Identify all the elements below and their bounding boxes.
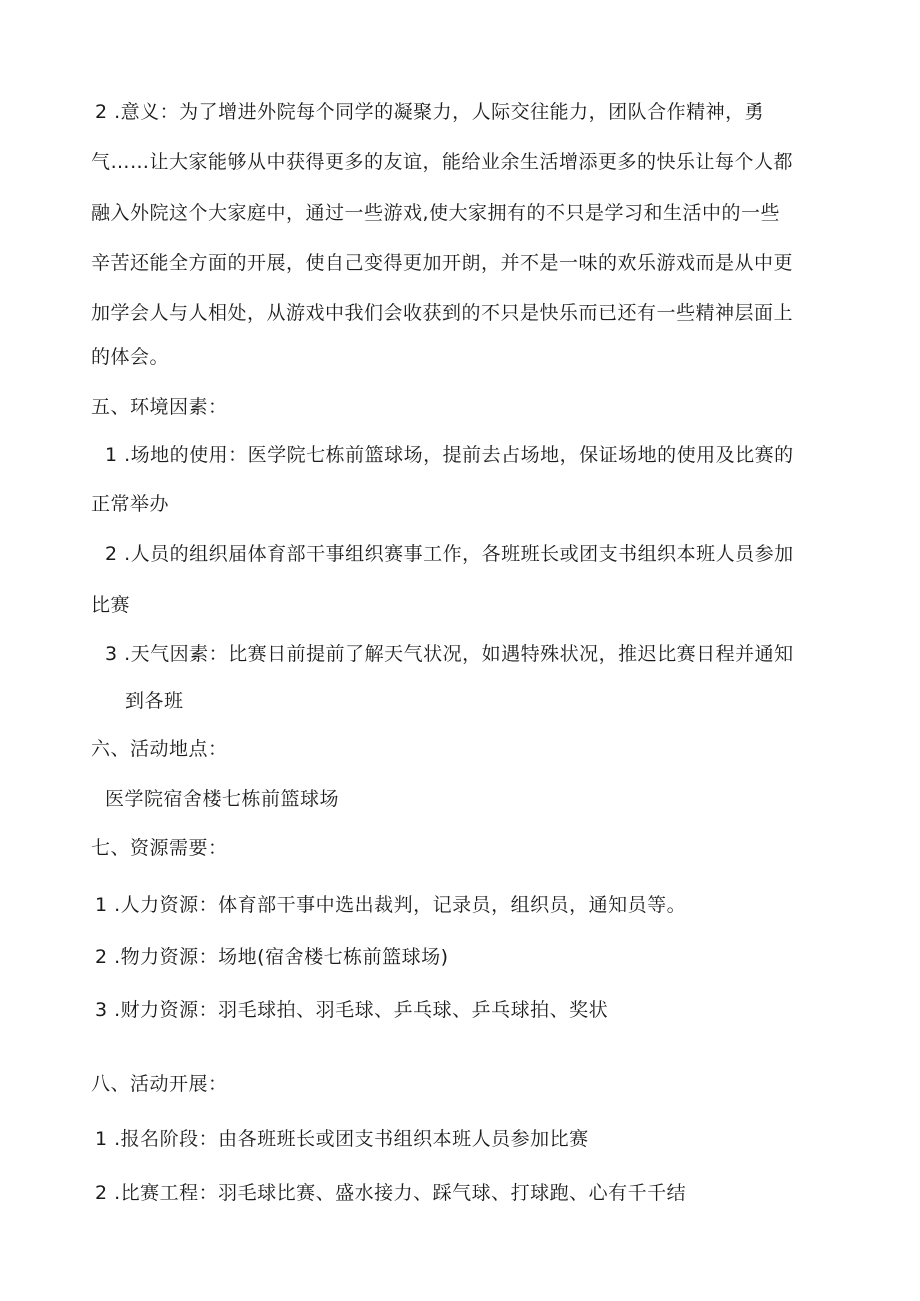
list-item-line: 3 .财力资源：羽毛球拍、羽毛球、乒乓球、乒乓球拍、奖状 [95,999,609,1021]
paragraph-line: 加学会人与人相处，从游戏中我们会收获到的不只是快乐而已还有一些精神层面上 [91,302,794,324]
section-heading: 六、活动地点： [91,738,228,760]
list-item-line: 比赛 [91,594,131,616]
list-item-line: 正常举办 [91,493,170,515]
paragraph-line: 气……让大家能够从中获得更多的友谊，能给业余生活增添更多的快乐让每个人都 [91,151,794,173]
section-heading: 七、资源需要： [91,837,228,859]
list-item-line: 3 .天气因素：比赛日前提前了解天气状况，如遇特殊状况，推迟比赛日程并通知 [105,643,794,665]
list-item-line: 到各班 [125,690,184,712]
location-text: 医学院宿舍楼七栋前篮球场 [105,788,340,810]
list-item-line: 2 .物力资源：场地(宿舍楼七栋前篮球场) [95,946,449,968]
paragraph-line: 2 .意义：为了增进外院每个同学的凝聚力，人际交往能力，团队合作精神，勇 [95,101,765,123]
list-item-line: 2 .人员的组织届体育部干事组织赛事工作，各班班长或团支书组织本班人员参加 [105,543,794,565]
paragraph-line: 的体会。 [91,346,170,368]
list-item-line: 2 .比赛工程：羽毛球比赛、盛水接力、踩气球、打球跑、心有千千结 [95,1182,687,1204]
section-heading: 八、活动开展： [91,1073,228,1095]
paragraph-line: 融入外院这个大家庭中，通过一些游戏,使大家拥有的不只是学习和生活中的一些 [91,202,781,224]
section-heading: 五、环境因素： [91,396,228,418]
list-item-line: 1 .报名阶段：由各班班长或团支书组织本班人员参加比赛 [95,1128,589,1150]
paragraph-line: 辛苦还能全方面的开展，使自己变得更加开朗，并不是一味的欢乐游戏而是从中更 [91,252,794,274]
list-item-line: 1 .场地的使用：医学院七栋前篮球场，提前去占场地，保证场地的使用及比赛的 [105,444,794,466]
list-item-line: 1 .人力资源：体育部干事中选出裁判，记录员，组织员，通知员等。 [95,894,687,916]
